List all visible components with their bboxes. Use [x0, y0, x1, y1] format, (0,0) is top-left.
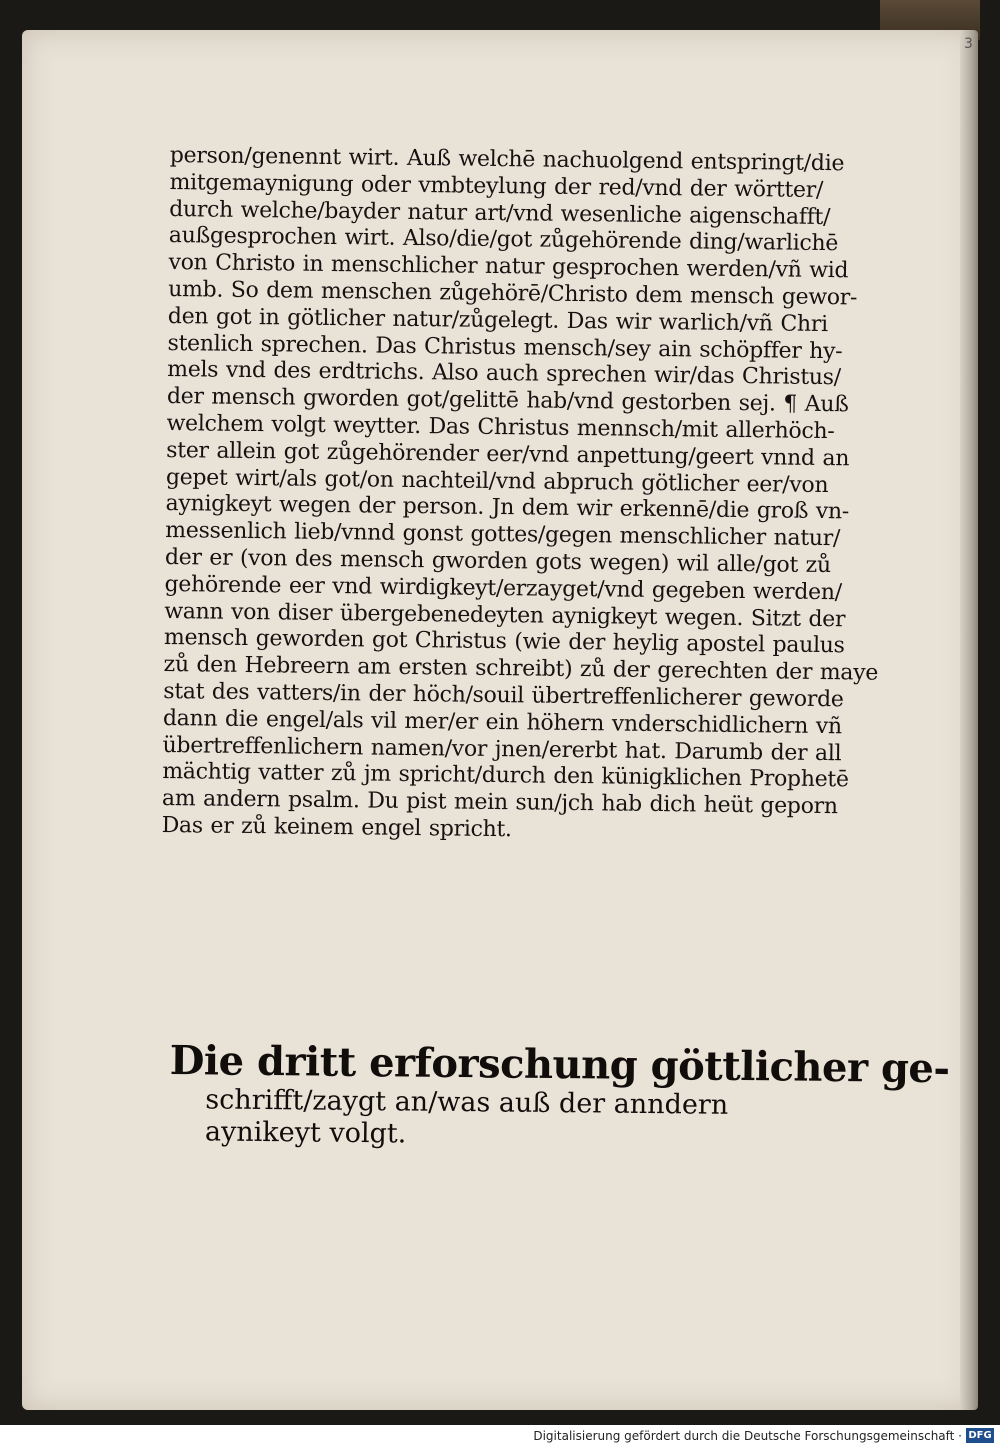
- text-line: Das er zů keinem engel spricht.: [161, 812, 512, 843]
- text-line: ster allein got zůgehörender eer/vnd anpettung/geert vnnd an: [166, 437, 850, 472]
- heading-first-line: Die dritt erforschung göttlicher ge-: [169, 1037, 950, 1093]
- text-line: dann die engel/als vil mer/er ein höhern vnderschidlichern vñ: [162, 705, 842, 739]
- text-line: durch welche/bayder natur art/vnd wesenliche aigenschafft/: [169, 196, 831, 230]
- text-line: wann von diser übergebenedeyten aynigkeyt wegen. Sitzt der: [164, 598, 846, 632]
- text-line: übertreffenlichern namen/vor jnen/ererbt hat. Darumb der all: [162, 732, 842, 766]
- text-line: der er (von des mensch gworden gots wegen) wil alle/got zů: [164, 544, 831, 579]
- text-line: der mensch gworden got/gelittē hab/vnd gestorben sej. ¶ Auß: [166, 384, 849, 418]
- text-line: zů den Hebreern am ersten schreibt) zů der gerechten der maye: [163, 652, 879, 686]
- chapter-heading: [169, 1037, 950, 1156]
- edge-mark: 3: [964, 36, 973, 52]
- text-line: mächtig vatter zů jm spricht/durch den künigklichen Prophetē: [162, 759, 849, 793]
- text-line: von Christo in menschlicher natur gesprochen werden/vñ wid: [168, 250, 849, 284]
- text-line: am andern psalm. Du pist mein sun/jch hab dich heüt geporn: [161, 786, 838, 820]
- text-line: gepet wirt/als got/on nachteil/vnd abpruch götlicher eer/von: [165, 464, 829, 498]
- heading-line: schrifft/zaygt an/was auß der anndern: [205, 1084, 729, 1121]
- footer-credit: Digitalisierung gefördert durch die Deutsche Forschungsgemeinschaft ·: [533, 1429, 962, 1443]
- text-line: messenlich lieb/vnnd gonst gottes/gegen menschlicher natur/: [165, 518, 841, 552]
- text-line: mels vnd des erdtrichs. Also auch sprechen wir/das Christus/: [167, 357, 842, 391]
- text-line: den got in götlicher natur/zůgelegt. Das wir warlich/vñ Chri: [167, 303, 828, 337]
- text-line: außgesprochen wirt. Also/die/got zůgehörende ding/warlichē: [168, 223, 839, 257]
- text-line: mensch geworden got Christus (wie der heylig apostel paulus: [163, 625, 845, 659]
- text-line: person/genennt wirt. Auß welchē nachuolgend entspringt/die: [169, 143, 845, 177]
- text-line: mitgemaynigung oder vmbteylung der red/vnd der wörtter/: [169, 169, 824, 203]
- dfg-logo: DFG: [966, 1428, 994, 1443]
- text-line: aynigkeyt wegen der person. Jn dem wir erkennē/die groß vn-: [165, 491, 850, 525]
- heading-line: aynikeyt volgt.: [204, 1116, 407, 1150]
- page-edge: [960, 30, 978, 1410]
- text-line: welchem volgt weytter. Das Christus mennsch/mit allerhöch-: [166, 410, 835, 445]
- text-line: stenlich sprechen. Das Christus mensch/sey ain schöpffer hy-: [167, 330, 843, 364]
- text-line: gehörende eer vnd wirdigkeyt/erzayget/vnd gegeben werden/: [164, 571, 842, 605]
- body-text-block: [161, 143, 909, 849]
- footer-bar: [0, 1425, 1000, 1447]
- text-line: stat des vatters/in der höch/souil übertreffenlicherer geworde: [163, 678, 844, 713]
- text-line: umb. So dem menschen zůgehörē/Christo dem mensch gewor-: [168, 276, 858, 311]
